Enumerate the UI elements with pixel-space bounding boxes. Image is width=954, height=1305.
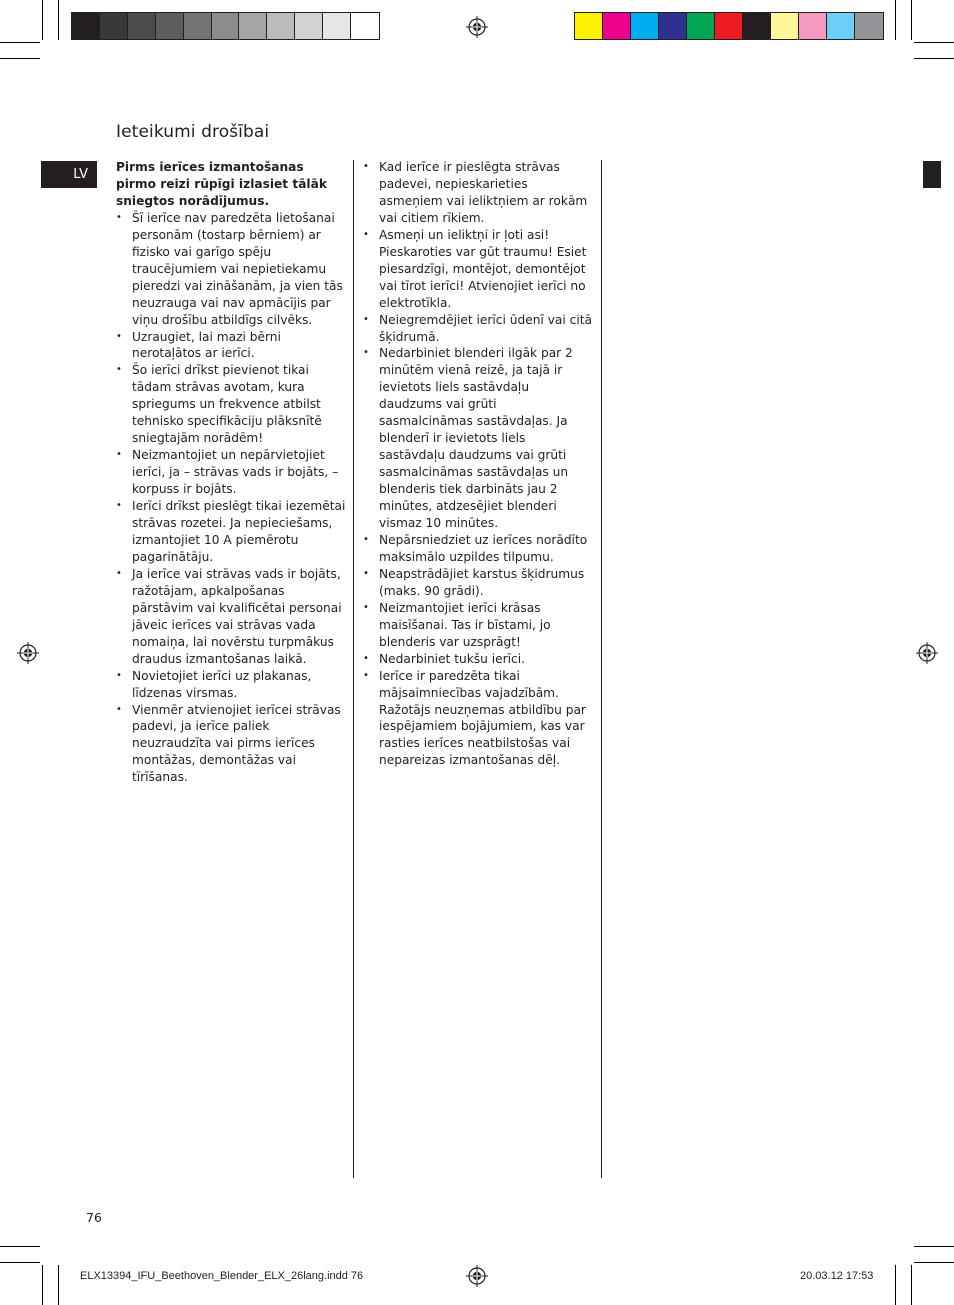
color-swatch (575, 13, 603, 39)
color-swatch (631, 13, 659, 39)
column-divider (353, 160, 354, 1178)
list-item: • Šo ierīci drīkst pievienot tikai tādam strāvas avotam, kura spriegums un frekvence atbilst tehnisko specifikāciju plāksnītē sniegtajām norādēm! (116, 362, 346, 447)
crop-mark (895, 0, 896, 40)
color-swatch (72, 13, 100, 39)
list-item: • Ja ierīce vai strāvas vads ir bojāts, ražotājam, apkalpošanas pārstāvim vai kvalificētai personai jāveic ierīces vai strāvas vada nomaiņa, lai novērstu turpmākus draudus izmantošanas laikā. (116, 566, 346, 668)
color-swatch (855, 13, 883, 39)
list-item: • Vienmēr atvienojiet ierīcei strāvas padevi, ja ierīce paliek neuzraudzīta vai pirms ierīces montāžas, demontāžas vai tīrīšanas. (116, 702, 346, 787)
crop-mark (42, 1265, 43, 1305)
safety-list-1 (116, 210, 346, 786)
list-item: • Nepārsniedziet uz ierīces norādīto maksimālo uzpildes tilpumu. (363, 532, 593, 566)
color-swatch (267, 13, 295, 39)
crop-mark (911, 1265, 912, 1305)
list-item: • Šī ierīce nav paredzēta lietošanai personām (tostarp bērniem) ar fizisko vai garīgo spēju traucējumiem vai nepietiekamu pieredzi vai zināšanām, ja vien tās neuzrauga vai nav apmācījis par viņu drošību atbildīgs cilvēks. (116, 210, 346, 329)
registration-mark-icon (17, 642, 39, 664)
list-item: • Asmeņi un ieliktņi ir ļoti asi! Pieskaroties var gūt traumu! Esiet piesardzīgi, montējot, demontējot vai tīrot ierīci! Atvienojiet ierīci no elektrotīkla. (363, 227, 593, 312)
section-title: Ieteikumi drošībai (116, 122, 270, 142)
list-item: • Ierīci drīkst pieslēgt tikai iezemētai strāvas rozetei. Ja nepieciešams, izmantojiet 10 A piemērotu pagarinātāju. (116, 498, 346, 566)
registration-mark-icon (916, 642, 938, 664)
color-swatch (659, 13, 687, 39)
list-item: • Kad ierīce ir pieslēgta strāvas padevei, nepieskarieties asmeņiem vai ieliktņiem ar rokām vai citiem rīkiem. (363, 159, 593, 227)
color-swatch (128, 13, 156, 39)
column-2 (363, 159, 593, 769)
color-swatch (295, 13, 323, 39)
color-swatch (603, 13, 631, 39)
language-tab: LV (41, 161, 97, 188)
crop-mark (914, 58, 954, 59)
crop-mark (911, 0, 912, 40)
slug-filename: ELX13394_IFU_Beethoven_Blender_ELX_26lang.indd 76 (80, 1270, 364, 1282)
intro-text: Pirms ierīces izmantošanas pirmo reizi rūpīgi izlasiet tālāk sniegtos norādījumus. (116, 160, 327, 208)
color-swatch (212, 13, 240, 39)
crop-mark (0, 42, 40, 43)
color-swatch (827, 13, 855, 39)
list-item: • Neizmantojiet ierīci krāsas maisīšanai. Tas ir bīstami, jo blenderis var uzsprāgt! (363, 600, 593, 651)
list-item: • Neizmantojiet un nepārvietojiet ierīci, ja – strāvas vads ir bojāts, – korpuss ir bojāts. (116, 447, 346, 498)
crop-mark (58, 1265, 59, 1305)
registration-mark-icon (466, 16, 488, 38)
list-item: • Novietojiet ierīci uz plakanas, līdzenas virsmas. (116, 668, 346, 702)
crop-mark (0, 1246, 40, 1247)
safety-list-2 (363, 159, 593, 769)
color-bar (574, 12, 884, 40)
color-swatch (100, 13, 128, 39)
color-swatch (323, 13, 351, 39)
crop-mark (914, 1246, 954, 1247)
color-swatch (687, 13, 715, 39)
grayscale-bar (71, 12, 380, 40)
list-item: • Neapstrādājiet karstus šķidrumus (maks. 90 grādi). (363, 566, 593, 600)
registration-mark-icon (466, 1265, 488, 1287)
crop-mark (58, 0, 59, 40)
crop-mark (0, 58, 40, 59)
color-swatch (351, 13, 379, 39)
crop-mark (42, 0, 43, 40)
color-swatch (743, 13, 771, 39)
color-swatch (771, 13, 799, 39)
list-item: • Ierīce ir paredzēta tikai mājsaimniecības vajadzībām. Ražotājs neuzņemas atbildību par iespējamiem bojājumiem, kas var rasties ierīces neatbilstošas vai nepareizas izmantošanas dēļ. (363, 668, 593, 770)
page-number: 76 (86, 1210, 102, 1225)
color-swatch (156, 13, 184, 39)
color-swatch (184, 13, 212, 39)
crop-mark (0, 1262, 40, 1263)
list-item: • Uzraugiet, lai mazi bērni nerotaļātos ar ierīci. (116, 329, 346, 363)
list-item: • Nedarbiniet tukšu ierīci. (363, 651, 593, 668)
color-swatch (715, 13, 743, 39)
crop-mark (914, 42, 954, 43)
crop-mark (895, 1265, 896, 1305)
side-thumb-tab (923, 161, 941, 188)
slug-date: 20.03.12 17:53 (800, 1270, 874, 1282)
crop-mark (914, 1262, 954, 1263)
color-swatch (799, 13, 827, 39)
color-swatch (239, 13, 267, 39)
column-1 (116, 159, 346, 786)
column-divider (601, 160, 602, 1178)
list-item: • Neiegremdējiet ierīci ūdenī vai citā šķidrumā. (363, 312, 593, 346)
list-item: • Nedarbiniet blenderi ilgāk par 2 minūtēm vienā reizē, ja tajā ir ievietots liels sastāvdaļu daudzums vai grūti sasmalcināmas sastāvdaļas. Ja blenderī ir ievietots liels sastāvdaļu daudzums vai grūti sasmalcināmas sastāvdaļas un blenderis tiek darbināts jau 2 minūtes, atdzesējiet blenderi vismaz 10 minūtes. (363, 345, 593, 531)
